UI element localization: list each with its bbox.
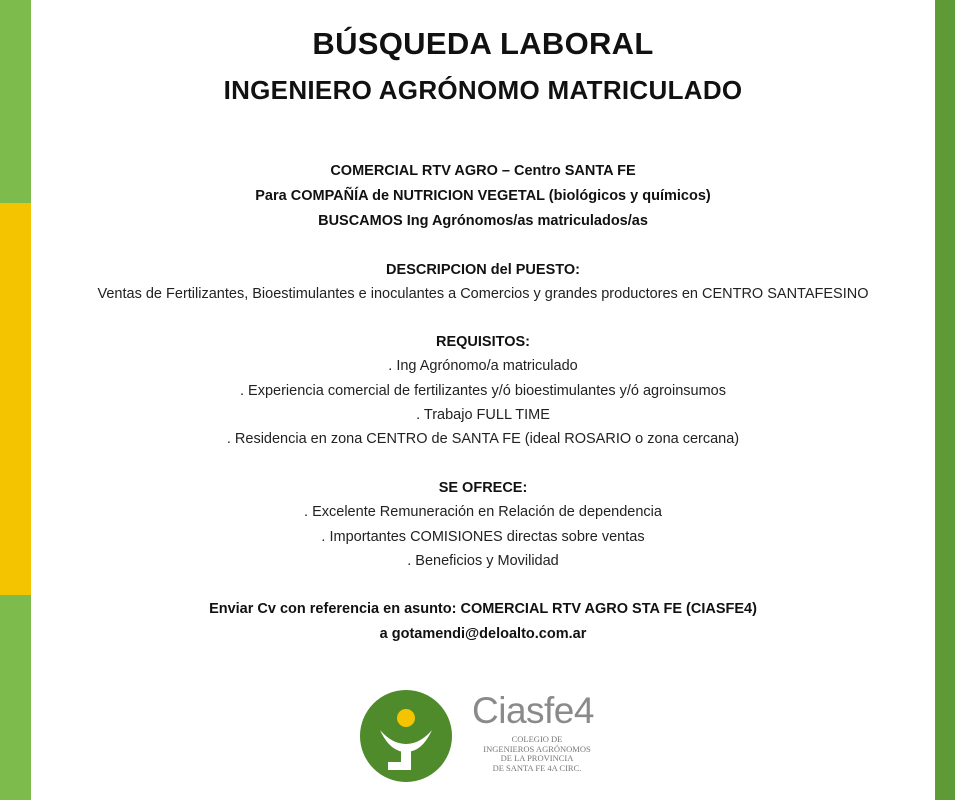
- logo-emblem-icon: [360, 690, 452, 782]
- offer-item: . Excelente Remuneración en Relación de dependencia: [304, 504, 662, 520]
- offer-item: . Beneficios y Movilidad: [407, 553, 559, 569]
- contact-instructions: Enviar Cv con referencia en asunto: COMERCIAL RTV AGRO STA FE (CIASFE4): [209, 601, 757, 617]
- left-green-stripe: [0, 0, 31, 203]
- logo-subtitle: [472, 735, 602, 773]
- requirement-item: . Trabajo FULL TIME: [416, 407, 550, 423]
- logo-sub-line: INGENIEROS AGRÓNOMOS: [483, 743, 591, 754]
- right-green-stripe: [935, 0, 955, 800]
- contact-email[interactable]: a gotamendi@deloalto.com.ar: [379, 626, 587, 642]
- offer-heading: SE OFRECE:: [438, 480, 528, 496]
- logo-sub-line: COLEGIO DE: [511, 734, 563, 744]
- offer-item: . Importantes COMISIONES directas sobre ventas: [321, 529, 645, 545]
- page-subtitle: INGENIERO AGRÓNOMO MATRICULADO: [223, 75, 743, 105]
- sprout-icon: [360, 690, 452, 782]
- intro-client: Para COMPAÑÍA de NUTRICION VEGETAL (biológicos y químicos): [255, 188, 711, 204]
- logo-sub-line: DE LA PROVINCIA: [500, 753, 574, 763]
- intro-company: COMERCIAL RTV AGRO – Centro SANTA FE: [330, 163, 636, 179]
- intro-search: BUSCAMOS Ing Agrónomos/as matriculados/as: [318, 213, 648, 229]
- requirement-item: . Experiencia comercial de fertilizantes y/ó bioestimulantes y/ó agroinsumos: [240, 383, 726, 399]
- description-heading: DESCRIPCION del PUESTO:: [386, 262, 580, 278]
- ciasfe4-logo: [360, 690, 660, 790]
- description-text: Ventas de Fertilizantes, Bioestimulantes e inoculantes a Comercios y grandes productores en CENTRO SANTAFESINO: [97, 286, 869, 302]
- logo-name: Ciasfe4: [472, 690, 594, 731]
- logo-sub-line: DE SANTA FE 4A CIRC.: [492, 762, 582, 773]
- requirement-item: . Residencia en zona CENTRO de SANTA FE (ideal ROSARIO o zona cercana): [226, 431, 740, 447]
- left-green-stripe-bottom: [0, 595, 31, 800]
- requirements-heading: REQUISITOS:: [436, 334, 530, 350]
- requirement-item: . Ing Agrónomo/a matriculado: [388, 358, 578, 374]
- page-title: BÚSQUEDA LABORAL: [312, 26, 654, 61]
- left-yellow-stripe: [0, 203, 31, 595]
